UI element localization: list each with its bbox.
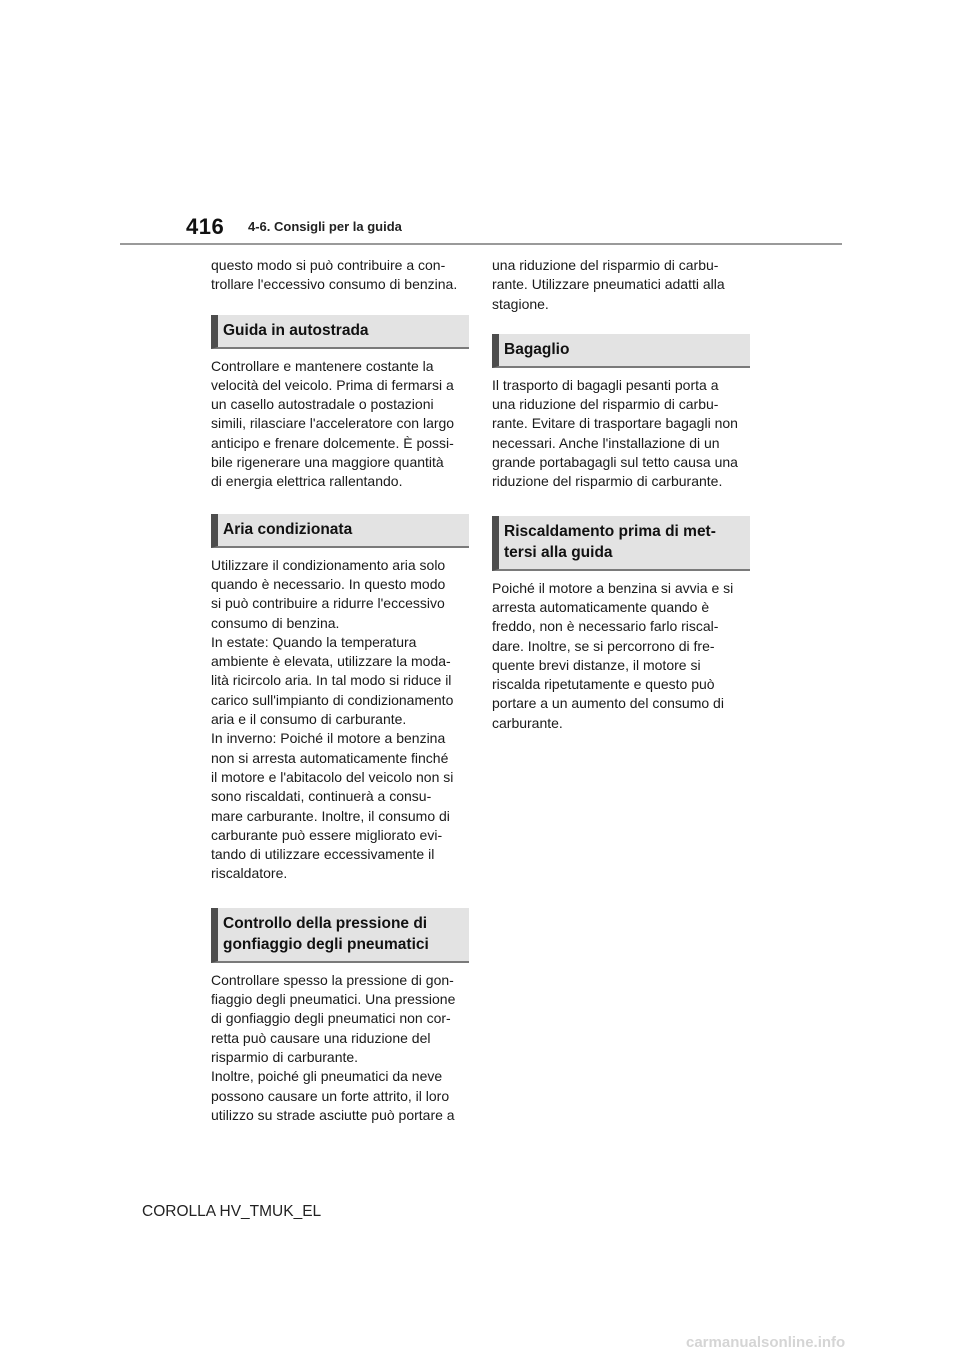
section-heading-pressione-pneumatici bbox=[211, 908, 469, 963]
section-body-pressione-pneumatici bbox=[211, 971, 471, 1125]
section-body-bagaglio bbox=[492, 376, 752, 492]
text-line: carico sull'impianto di condizionamento bbox=[211, 691, 454, 708]
section-body-riscaldamento bbox=[492, 579, 752, 733]
heading-line: Aria condizionata bbox=[223, 520, 353, 538]
left-column bbox=[211, 256, 471, 1125]
text-line: il motore e l'abitacolo del veicolo non si bbox=[211, 768, 454, 785]
heading-line: tersi alla guida bbox=[504, 543, 613, 561]
text-line: Utilizzare il condizionamento aria solo bbox=[211, 556, 446, 573]
watermark: carmanualsonline.info bbox=[686, 1334, 846, 1351]
text-line: Controllare e mantenere costante la bbox=[211, 357, 434, 374]
heading-line: Bagaglio bbox=[504, 340, 570, 358]
heading-line: gonfiaggio degli pneumatici bbox=[223, 935, 429, 953]
text-line: stagione. bbox=[492, 295, 549, 312]
text-line: arresta automaticamente quando è bbox=[492, 598, 710, 615]
text-line: simili, rilasciare l'acceleratore con largo bbox=[211, 415, 455, 432]
text-line: Controllare spesso la pressione di gon- bbox=[211, 971, 454, 988]
text-line: lità ricircolo aria. In tal modo si riduce il bbox=[211, 672, 452, 689]
text-line: questo modo si può contribuire a con- bbox=[211, 257, 446, 273]
text-line: risparmio di carburante. bbox=[211, 1048, 359, 1065]
page-number: 416 bbox=[186, 214, 225, 239]
text-line: di energia elettrica rallentando. bbox=[211, 473, 403, 490]
text-line: Poiché il motore a benzina si avvia e si bbox=[492, 579, 734, 596]
text-line: necessari. Anche l'installazione di un bbox=[492, 434, 720, 451]
text-line: rante. Evitare di trasportare bagagli non bbox=[492, 415, 738, 432]
text-line: In estate: Quando la temperatura bbox=[211, 633, 417, 650]
text-line: quente brevi distanze, il motore si bbox=[492, 656, 701, 673]
text-line: si può contribuire a ridurre l'eccessivo bbox=[211, 595, 445, 612]
left-intro-paragraph bbox=[211, 256, 471, 295]
text-line: aria e il consumo di carburante. bbox=[211, 711, 407, 728]
text-line: ambiente è elevata, utilizzare la moda- bbox=[211, 653, 451, 670]
text-line: retta può causare una riduzione del bbox=[211, 1029, 431, 1046]
text-line: freddo, non è necessario farlo riscal- bbox=[492, 618, 719, 635]
text-line: sono riscaldati, continuerà a consu- bbox=[211, 788, 432, 805]
heading-line: Guida in autostrada bbox=[223, 321, 369, 339]
text-line: riduzione del risparmio di carburante. bbox=[492, 473, 723, 490]
text-line: una riduzione del risparmio di carbu- bbox=[492, 257, 719, 273]
text-line: portare a un aumento del consumo di bbox=[492, 695, 724, 712]
text-line: consumo di benzina. bbox=[211, 614, 340, 631]
text-line: di gonfiaggio degli pneumatici non cor- bbox=[211, 1010, 451, 1027]
text-line: trollare l'eccessivo consumo di benzina. bbox=[211, 276, 458, 293]
section-heading-bagaglio bbox=[492, 334, 750, 368]
section-heading-riscaldamento bbox=[492, 516, 750, 571]
section-heading-autostrada bbox=[211, 315, 469, 349]
text-line: una riduzione del risparmio di carbu- bbox=[492, 396, 719, 413]
section-body-aria-condizionata bbox=[211, 556, 471, 884]
text-line: dare. Inoltre, se si percorrono di fre- bbox=[492, 637, 715, 654]
heading-line: Controllo della pressione di bbox=[223, 914, 428, 932]
text-line: tando di utilizzare eccessivamente il bbox=[211, 846, 435, 863]
text-line: riscaldatore. bbox=[211, 865, 288, 882]
text-line: bile rigenerare una maggiore quantità bbox=[211, 454, 444, 471]
text-line: anticipo e frenare dolcemente. È possi- bbox=[211, 434, 454, 451]
text-line: carburante può essere migliorato evi- bbox=[211, 826, 443, 843]
text-line: mare carburante. Inoltre, il consumo di bbox=[211, 807, 450, 824]
text-line: fiaggio degli pneumatici. Una pressione bbox=[211, 991, 456, 1008]
section-heading-aria-condizionata bbox=[211, 514, 469, 548]
text-line: un casello autostradale o postazioni bbox=[211, 396, 434, 413]
heading-line: Riscaldamento prima di met- bbox=[504, 522, 716, 540]
header-rule bbox=[120, 243, 842, 245]
right-intro-paragraph bbox=[492, 256, 752, 314]
text-line: In inverno: Poiché il motore a benzina bbox=[211, 730, 446, 747]
text-line: riscalda ripetutamente e questo può bbox=[492, 676, 715, 693]
text-line: grande portabagagli sul tetto causa una bbox=[492, 454, 738, 471]
text-line: possono causare un forte attrito, il loro bbox=[211, 1087, 450, 1104]
section-body-autostrada bbox=[211, 357, 471, 492]
text-line: Il trasporto di bagagli pesanti porta a bbox=[492, 376, 719, 393]
chapter-title: 4-6. Consigli per la guida bbox=[248, 219, 402, 234]
footer-model-code: COROLLA HV_TMUK_EL bbox=[142, 1203, 322, 1220]
text-line: non si arresta automaticamente finché bbox=[211, 749, 449, 766]
text-line: velocità del veicolo. Prima di fermarsi a bbox=[211, 376, 454, 393]
text-line: quando è necessario. In questo modo bbox=[211, 575, 446, 592]
text-line: rante. Utilizzare pneumatici adatti alla bbox=[492, 276, 725, 293]
text-line: carburante. bbox=[492, 714, 563, 731]
text-line: Inoltre, poiché gli pneumatici da neve bbox=[211, 1068, 443, 1085]
right-column bbox=[492, 256, 752, 733]
text-line: utilizzo su strade asciutte può portare a bbox=[211, 1106, 455, 1123]
